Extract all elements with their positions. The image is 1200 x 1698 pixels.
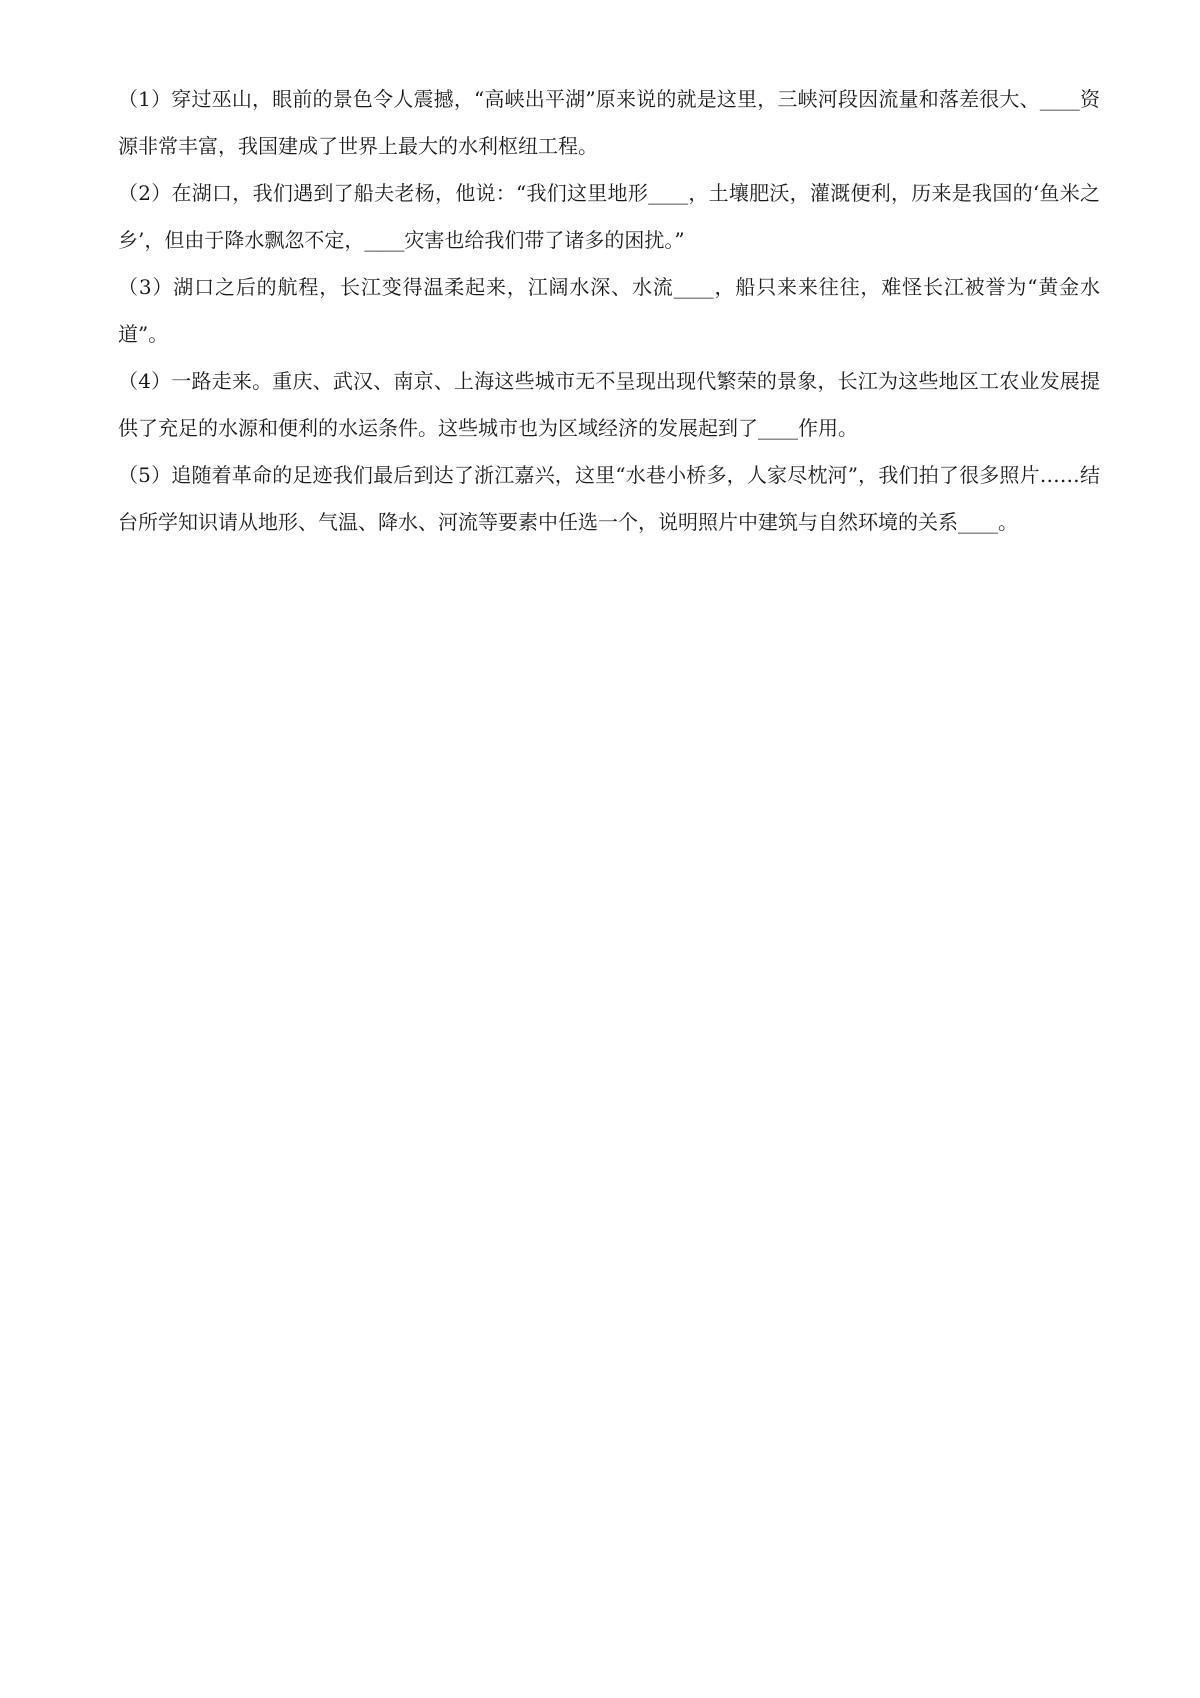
question-list: [118, 76, 1100, 546]
question-item-1: （1）穿过巫山，眼前的景色令人震撼，“高峡出平湖”原来说的就是这里，三峡河段因流量和落差很大、____资源非常丰富，我国建成了世界上最大的水利枢纽工程。: [118, 87, 1100, 158]
question-item-4: （4）一路走来。重庆、武汉、南京、上海这些城市无不呈现出现代繁荣的景象，长江为这些地区工农业发展提供了充足的水源和便利的水运条件。这些城市也为区域经济的发展起到了____作用。: [118, 369, 1100, 440]
question-item-5: （5）追随着革命的足迹我们最后到达了浙江嘉兴，这里“水巷小桥多，人家尽枕河”，我们拍了很多照片……结台所学知识请从地形、气温、降水、河流等要素中任选一个，说明照片中建筑与自然环境的关系____。: [118, 463, 1100, 534]
question-item-2: （2）在湖口，我们遇到了船夫老杨，他说：“我们这里地形____，土壤肥沃，灌溉便利，历来是我国的‘鱼米之乡’，但由于降水飘忽不定，____灾害也给我们带了诸多的困扰。”: [118, 181, 1100, 252]
question-item-3: （3）湖口之后的航程，长江变得温柔起来，江阔水深、水流____，船只来来往往，难怪长江被誉为“黄金水道”。: [118, 275, 1100, 346]
